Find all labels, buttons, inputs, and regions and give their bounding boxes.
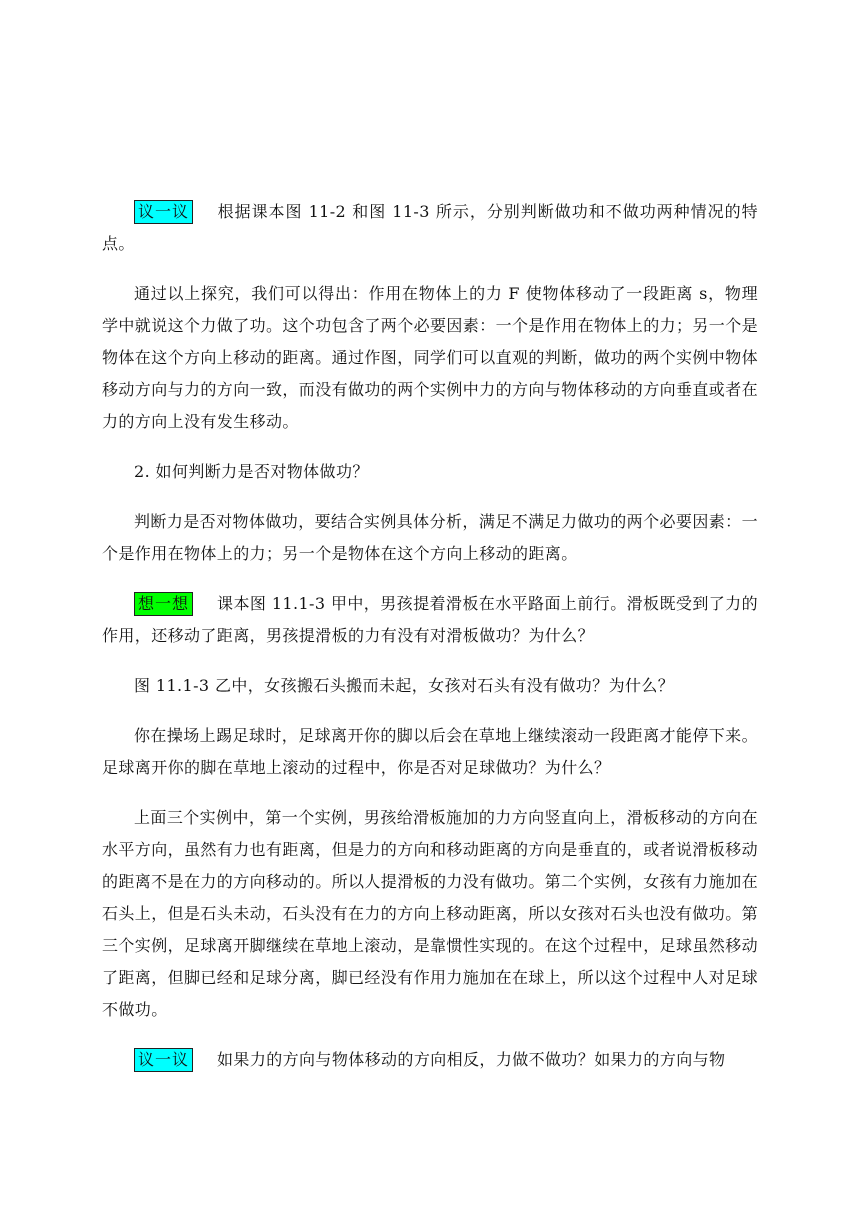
think-tag: 想一想 [134, 592, 193, 616]
paragraph-discuss-1 [102, 196, 758, 260]
paragraph-analysis: 上面三个实例中，第一个实例，男孩给滑板施加的力方向竖直向上，滑板移动的方向在水平方向，虽然有力也有距离，但是力的方向和移动距离的方向是垂直的，或者说滑板移动的距离不是在力的方向移动的。所以人提滑板的力没有做功。第二个实例，女孩有力施加在石头上，但是石头未动，石头没有在力的方向上移动距离，所以女孩对石头也没有做功。第三个实例，足球离开脚继续在草地上滚动，是靠惯性实现的。在这个过程中，足球虽然移动了距离，但脚已经和足球分离，脚已经没有作用力施加在在球上，所以这个过程中人对足球不做功。 [102, 808, 759, 1019]
paragraph-girl-stone: 图 11.1-3 乙中，女孩搬石头搬而未起，女孩对石头有没有做功？为什么？ [134, 676, 675, 695]
section-heading-2: 2. 如何判断力是否对物体做功？ [134, 462, 369, 481]
paragraph-text: 如果力的方向与物体移动的方向相反，力做不做功？如果力的方向与物 [217, 1050, 726, 1069]
paragraph-judge: 判断力是否对物体做功，要结合实例具体分析，满足不满足力做功的两个必要因素：一个是作用在物体上的力；另一个是物体在这个方向上移动的距离。 [102, 512, 758, 563]
discuss-tag: 议一议 [134, 200, 193, 224]
paragraph-conclusion: 通过以上探究，我们可以得出：作用在物体上的力 F 使物体移动了一段距离 s，物理学中就说这个力做了功。这个功包含了两个必要因素：一个是作用在物体上的力；另一个是物体在这个方向上移动的距离。通过作图，同学们可以直观的判断，做功的两个实例中物体移动方向与力的方向一致，而没有做功的两个实例中力的方向与物体移动的方向垂直或者在力的方向上没有发生移动。 [102, 284, 759, 431]
paragraph-think [102, 588, 758, 652]
paragraph-text: 根据课本图 11-2 和图 11-3 所示，分别判断做功和不做功两种情况的特点。 [102, 202, 758, 253]
discuss-tag: 议一议 [134, 1048, 193, 1072]
paragraph-text: 课本图 11.1-3 甲中，男孩提着滑板在水平路面上前行。滑板既受到了力的作用，还移动了距离，男孩提滑板的力有没有对滑板做功？为什么？ [102, 594, 758, 645]
document-page [102, 196, 758, 1076]
paragraph-discuss-2 [102, 1044, 758, 1076]
paragraph-football: 你在操场上踢足球时，足球离开你的脚以后会在草地上继续滚动一段距离才能停下来。足球离开你的脚在草地上滚动的过程中，你是否对足球做功？为什么？ [102, 726, 758, 777]
